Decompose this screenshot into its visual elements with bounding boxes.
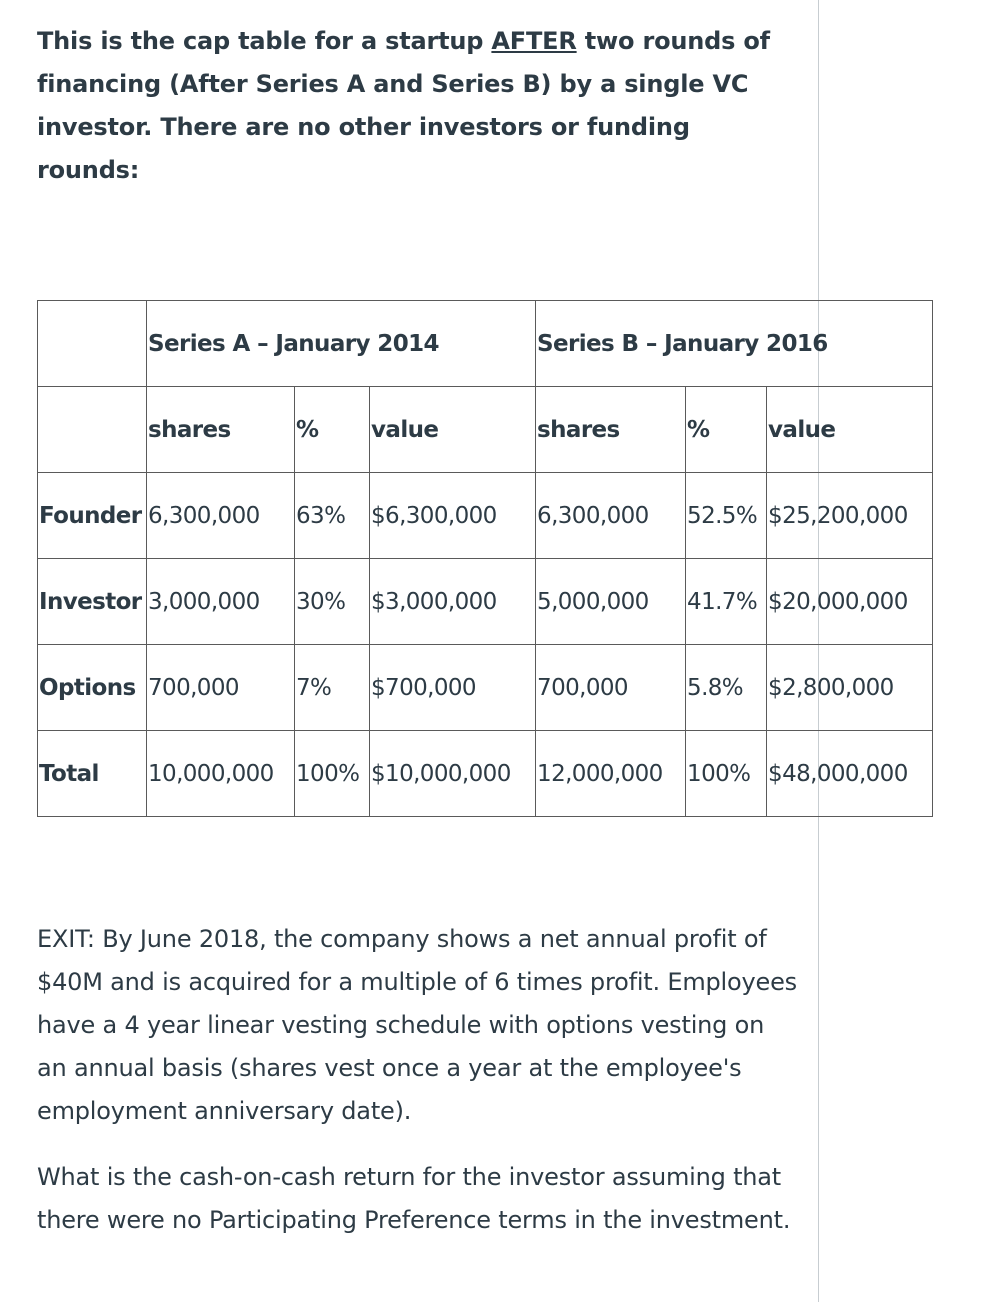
row-label-total: Total: [38, 731, 147, 817]
total-a-value: $10,000,000: [370, 731, 536, 817]
series-a-shares-header: shares: [147, 387, 295, 473]
founder-b-pct: 52.5%: [686, 473, 767, 559]
options-a-shares: 700,000: [147, 645, 295, 731]
options-a-value: $700,000: [370, 645, 536, 731]
series-b-value-header: value: [767, 387, 933, 473]
options-b-value: $2,800,000: [767, 645, 933, 731]
total-a-pct: 100%: [295, 731, 370, 817]
options-a-pct: 7%: [295, 645, 370, 731]
table-row-options: [38, 645, 933, 731]
table-row-total: [38, 731, 933, 817]
empty-header-cell: [38, 301, 147, 387]
founder-b-value: $25,200,000: [767, 473, 933, 559]
table-row-investor: [38, 559, 933, 645]
intro-part-2: two rounds of financing (After Series A and Series B) by a single VC investor. There are no other investors or funding rounds:: [37, 27, 770, 184]
investor-a-value: $3,000,000: [370, 559, 536, 645]
subheader-row: [38, 387, 933, 473]
total-b-shares: 12,000,000: [536, 731, 686, 817]
options-b-shares: 700,000: [536, 645, 686, 731]
exit-paragraph: EXIT: By June 2018, the company shows a net annual profit of $40M and is acquired for a multiple of 6 times profit. Employees have a 4 year linear vesting schedule with options vesting on an annual basis (shares vest once a year at the employee's employment anniversary date).: [37, 925, 797, 1125]
series-a-pct-header: %: [295, 387, 370, 473]
founder-b-shares: 6,300,000: [536, 473, 686, 559]
options-b-pct: 5.8%: [686, 645, 767, 731]
founder-a-value: $6,300,000: [370, 473, 536, 559]
total-b-value: $48,000,000: [767, 731, 933, 817]
series-a-title: Series A – January 2014: [147, 301, 536, 387]
founder-a-pct: 63%: [295, 473, 370, 559]
investor-b-pct: 41.7%: [686, 559, 767, 645]
row-label-options: Options: [38, 645, 147, 731]
series-header-row: [38, 301, 933, 387]
row-label-investor: Investor: [38, 559, 147, 645]
investor-b-value: $20,000,000: [767, 559, 933, 645]
empty-subheader-cell: [38, 387, 147, 473]
intro-part-1: This is the cap table for a startup: [37, 27, 492, 55]
row-label-founder: Founder: [38, 473, 147, 559]
series-b-pct-header: %: [686, 387, 767, 473]
total-b-pct: 100%: [686, 731, 767, 817]
investor-a-shares: 3,000,000: [147, 559, 295, 645]
series-a-value-header: value: [370, 387, 536, 473]
table-row-founder: [38, 473, 933, 559]
series-b-shares-header: shares: [536, 387, 686, 473]
investor-a-pct: 30%: [295, 559, 370, 645]
question-paragraph: What is the cash-on-cash return for the investor assuming that there were no Participating Preference terms in the investment.: [37, 1163, 791, 1234]
intro-paragraph: [37, 20, 797, 192]
founder-a-shares: 6,300,000: [147, 473, 295, 559]
total-a-shares: 10,000,000: [147, 731, 295, 817]
series-b-title: Series B – January 2016: [536, 301, 933, 387]
intro-emphasis-after: AFTER: [491, 27, 577, 55]
investor-b-shares: 5,000,000: [536, 559, 686, 645]
cap-table: [37, 300, 933, 817]
